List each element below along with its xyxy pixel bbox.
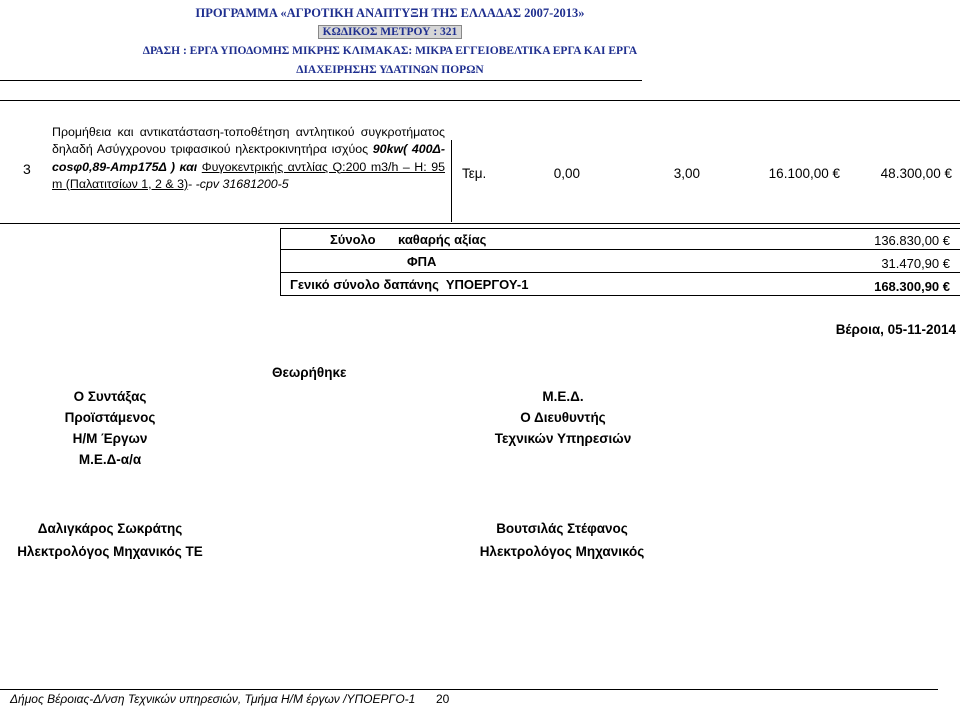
right-role-1: Μ.Ε.Δ.: [542, 389, 584, 404]
left-role-4: Μ.Ε.Δ-α/α: [78, 452, 142, 467]
net-label-1: Σύνολο: [330, 232, 376, 247]
grand-value: 168.300,90 €: [874, 279, 950, 294]
description-cpv: -cpv 31681200-5: [195, 176, 289, 191]
left-role-1: Ο Συντάξας: [73, 389, 147, 404]
place-date: Βέροια, 05-11-2014: [835, 322, 956, 337]
title-line: ΔΙΑΧΕΙΡΗΣΗΣ ΥΔΑΤΙΝΩΝ ΠΟΡΩΝ: [296, 64, 484, 76]
item-unit-price: 16.100,00 €: [768, 166, 840, 181]
item-number: 3: [23, 161, 31, 177]
action-line: ΔΡΑΣΗ : ΕΡΓΑ ΥΠΟΔΟΜΗΣ ΜΙΚΡΗΣ ΚΛΙΜΑΚΑΣ: ΜΙΚΡΑ ΕΓΓΕΙΟΒΕΛΤΙΚΑ ΕΡΓΑ ΚΑΙ ΕΡΓΑ: [142, 45, 638, 57]
right-signatory-roles: [468, 386, 658, 449]
approved-label: Θεωρήθηκε: [272, 365, 347, 380]
right-signatory-title: Ηλεκτρολόγος Μηχανικός: [479, 544, 645, 559]
description-sep: -: [188, 176, 196, 191]
left-signatory: [0, 517, 220, 563]
right-role-3: Τεχνικών Υπηρεσιών: [494, 431, 632, 446]
totals-rule-1: [280, 249, 960, 250]
description-divider: [451, 140, 452, 222]
left-role-2: Προϊστάμενος: [64, 410, 156, 425]
footer-rule: [0, 689, 938, 690]
header-rule: [0, 80, 642, 81]
right-signatory-name: Βουτσιλάς Στέφανος: [496, 521, 628, 536]
item-unit: Τεμ.: [462, 166, 487, 181]
left-role-3: Η/Μ Έργων: [72, 431, 148, 446]
net-label-2: καθαρής αξίας: [398, 232, 487, 247]
vat-value: 31.470,90 €: [881, 256, 950, 271]
footer-text: Δήμος Βέροιας-Δ/νση Τεχνικών υπηρεσιών, Τμήμα Η/Μ έργων /ΥΠΟΕΡΓΟ-1: [10, 692, 416, 706]
item-qty-1: 0,00: [553, 166, 580, 181]
left-signatory-name: Δαλιγκάρος Σωκράτης: [37, 521, 183, 536]
vat-label: ΦΠΑ: [407, 254, 437, 269]
left-signatory-title: Ηλεκτρολόγος Μηχανικός ΤΕ: [17, 544, 203, 559]
measure-code-line: [0, 25, 780, 39]
net-value: 136.830,00 €: [874, 233, 950, 248]
footer-page-number: 20: [436, 692, 450, 706]
right-role-2: Ο Διευθυντής: [520, 410, 606, 425]
left-signatory-roles: [40, 386, 180, 470]
description-text: Προμήθεια και αντικατάσταση-τοποθέτηση αντλητικού συγκροτήματος δηλαδή Ασύγχρονου τριφασικού ηλεκτροκινητήρα ισχύος: [52, 125, 445, 157]
measure-code: ΚΩΔΙΚΟΣ ΜΕΤΡΟΥ : 321: [318, 25, 463, 39]
right-signatory: [462, 517, 662, 563]
description-pump: Φυγοκεντρικής αντλίας Q:200 m3/h – H: 95 m (Παλατιτσίων 1, 2 & 3): [52, 159, 445, 191]
item-total: 48.300,00 €: [880, 166, 952, 181]
item-description: [52, 124, 445, 193]
item-qty-2: 3,00: [673, 166, 700, 181]
grand-label: Γενικό σύνολο δαπάνης ΥΠΟΕΡΓΟΥ-1: [290, 277, 529, 292]
totals-rule-2: [280, 272, 960, 273]
description-spec: 90kw( 400Δ-cosφ0,89-Amp175Δ ) και: [52, 142, 445, 174]
program-title: ΠΡΟΓΡΑΜΜΑ «ΑΓΡΟΤΙΚΗ ΑΝΑΠΤΥΞΗ ΤΗΣ ΕΛΛΑΔΑΣ 2007-2013»: [195, 6, 585, 20]
